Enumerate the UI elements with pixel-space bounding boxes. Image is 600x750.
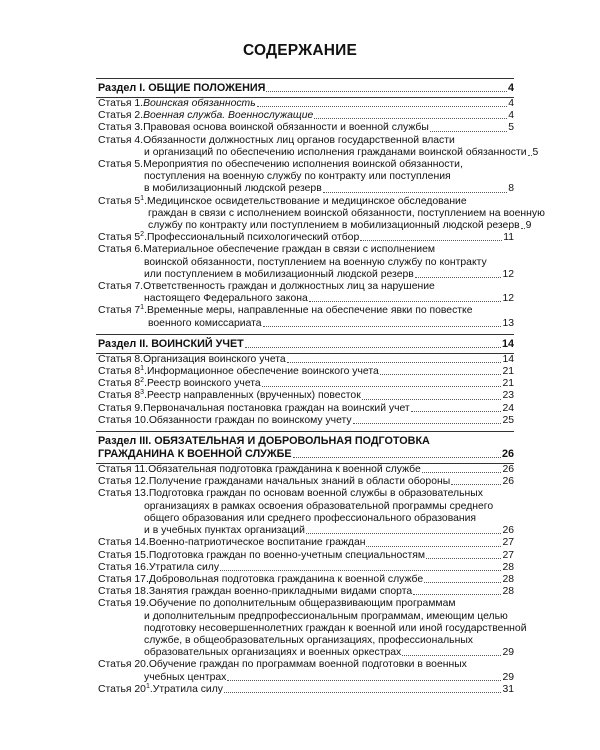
article-number bbox=[98, 476, 149, 488]
section-title: Раздел II. ВОИНСКИЙ УЧЕТ bbox=[98, 337, 244, 350]
toc-entry[interactable] bbox=[96, 390, 514, 402]
article-label: Статья 9. bbox=[98, 402, 144, 414]
toc-entry-line bbox=[98, 403, 514, 415]
article-title: Утратила силу bbox=[148, 561, 220, 573]
article-title: Военно-патриотическое воспитание граждан bbox=[148, 537, 366, 549]
dot-leader bbox=[528, 155, 532, 156]
article-number bbox=[98, 403, 143, 415]
toc-entry[interactable] bbox=[96, 281, 514, 305]
toc-entry-line bbox=[98, 220, 532, 232]
page-number: 11 bbox=[503, 232, 514, 244]
article-number bbox=[98, 659, 149, 671]
dot-leader bbox=[380, 374, 502, 375]
page-number: 26 bbox=[502, 525, 514, 537]
toc-entry-line bbox=[98, 305, 514, 317]
toc-entry-line bbox=[98, 159, 514, 171]
article-label: Статья 7. bbox=[98, 281, 144, 293]
article-title: Организация воинского учета bbox=[143, 353, 286, 365]
toc-entry[interactable] bbox=[96, 476, 514, 488]
page-number: 31 bbox=[502, 683, 514, 695]
article-label: Статья 10. bbox=[98, 414, 149, 426]
dot-leader bbox=[424, 582, 501, 583]
toc-entry[interactable] bbox=[96, 562, 514, 574]
article-number bbox=[98, 415, 149, 427]
dot-leader bbox=[224, 692, 501, 693]
article-title: Обязанности должностных лиц органов государственной власти bbox=[143, 134, 455, 146]
article-title: Ответственность граждан и должностных лиц за нарушение bbox=[143, 281, 435, 293]
article-separator: . bbox=[144, 366, 147, 378]
article-label: Статья 5 bbox=[98, 195, 141, 207]
article-title: настоящего Федерального закона bbox=[144, 293, 308, 305]
dot-leader bbox=[266, 91, 507, 92]
page-number: 26 bbox=[501, 448, 514, 461]
toc-entry-line bbox=[98, 611, 514, 623]
article-label: Статья 20 bbox=[98, 683, 146, 695]
toc-entry[interactable] bbox=[96, 659, 514, 683]
toc-entry[interactable] bbox=[96, 194, 545, 233]
article-title: Занятия граждан военно-прикладными видами спорта bbox=[148, 586, 413, 598]
toc-entry-line bbox=[98, 501, 514, 513]
toc-entry-line bbox=[98, 598, 514, 610]
article-title: Обучение граждан по программам военной подготовки в военных bbox=[148, 659, 467, 671]
dot-leader bbox=[411, 411, 502, 412]
article-title: Военная служба. Военнослужащие bbox=[143, 110, 314, 122]
dot-leader bbox=[306, 533, 502, 534]
dot-leader bbox=[430, 131, 507, 132]
article-label: Статья 13. bbox=[98, 488, 149, 500]
toc-entry-line bbox=[98, 196, 514, 208]
article-separator: . bbox=[144, 390, 147, 402]
article-label: Статья 12. bbox=[98, 476, 149, 488]
dot-leader bbox=[360, 240, 502, 241]
article-title: учебных центрах bbox=[144, 671, 227, 683]
article-superscript: 1 bbox=[140, 194, 145, 202]
article-label: Статья 4. bbox=[98, 134, 144, 146]
article-title: Материальное обеспечение граждан в связи с исполнением bbox=[143, 244, 436, 256]
page-number: 12 bbox=[502, 293, 514, 305]
article-title: организациях в рамках освоения образовательной программы среднего bbox=[144, 500, 494, 512]
article-number bbox=[98, 684, 153, 696]
page-number: 27 bbox=[502, 537, 514, 549]
article-title: Реестр направленных (врученных) повесток bbox=[146, 390, 361, 402]
article-title: Информационное обеспечение воинского учета bbox=[146, 366, 379, 378]
article-title: Подготовка граждан по основам военной службы в образовательных bbox=[148, 488, 483, 500]
section-title: Раздел III. ОБЯЗАТЕЛЬНАЯ И ДОБРОВОЛЬНАЯ ПОДГОТОВКА bbox=[98, 435, 430, 448]
page-number: 4 bbox=[508, 98, 514, 109]
article-label: Статья 5. bbox=[98, 159, 144, 171]
toc-entry[interactable] bbox=[96, 122, 514, 134]
section-heading-line bbox=[96, 432, 514, 448]
toc-entry[interactable] bbox=[96, 98, 514, 110]
page-number: 28 bbox=[502, 561, 514, 573]
article-number bbox=[98, 598, 149, 610]
page-number: 9 bbox=[525, 220, 532, 232]
dot-leader bbox=[451, 484, 501, 485]
article-number bbox=[98, 488, 149, 500]
toc-entry-line bbox=[98, 232, 514, 244]
toc-entry[interactable] bbox=[96, 464, 514, 476]
article-separator: . bbox=[149, 683, 153, 695]
toc-entry-line bbox=[98, 415, 514, 427]
article-title: или поступлением в мобилизационный людской резерв bbox=[144, 268, 414, 280]
article-title: Добровольная подготовка гражданина к военной службе bbox=[148, 573, 424, 585]
page-number: 25 bbox=[502, 414, 514, 426]
dot-leader bbox=[245, 347, 501, 348]
page-number: 23 bbox=[502, 390, 514, 402]
page-number: 4 bbox=[508, 110, 514, 122]
article-label: Статья 3. bbox=[98, 122, 144, 134]
page-number: 24 bbox=[502, 402, 514, 414]
article-superscript: 2 bbox=[140, 377, 145, 385]
article-label: Статья 14. bbox=[98, 537, 149, 549]
toc-entry[interactable] bbox=[96, 537, 514, 549]
toc-entry-line bbox=[98, 269, 514, 281]
article-separator: . bbox=[144, 305, 147, 317]
article-title: службе, в общеобразовательных организациях, профессиональных bbox=[144, 634, 473, 646]
toc-entry-line bbox=[98, 390, 514, 402]
toc-entry-line bbox=[98, 244, 514, 256]
page-number: 8 bbox=[508, 183, 514, 195]
article-number bbox=[98, 586, 149, 598]
toc-entry-line bbox=[98, 562, 514, 574]
toc-entry[interactable] bbox=[96, 574, 514, 586]
article-number bbox=[98, 110, 143, 122]
dot-leader bbox=[353, 423, 502, 424]
article-title: Получение гражданами начальных знаний в области обороны bbox=[148, 476, 451, 488]
article-number bbox=[98, 390, 147, 402]
article-label: Статья 5 bbox=[98, 232, 141, 244]
dot-leader bbox=[415, 277, 502, 278]
toc-entry-line bbox=[98, 183, 514, 195]
toc-entry[interactable] bbox=[96, 415, 514, 427]
article-number bbox=[98, 122, 143, 134]
article-superscript: 3 bbox=[140, 389, 145, 397]
dot-leader bbox=[402, 655, 501, 656]
toc-entry-line bbox=[98, 672, 514, 684]
toc-entry-line bbox=[98, 281, 514, 293]
article-title: Реестр воинского учета bbox=[146, 378, 261, 390]
article-number bbox=[98, 354, 143, 366]
page-title: СОДЕРЖАНИЕ bbox=[242, 42, 358, 59]
article-label: Статья 8. bbox=[98, 353, 144, 365]
article-title: Профессиональный психологический отбор bbox=[146, 232, 360, 244]
article-number bbox=[98, 464, 148, 476]
page-number: 14 bbox=[501, 337, 514, 350]
article-number bbox=[98, 135, 143, 147]
toc-entry-line bbox=[98, 293, 514, 305]
article-title: воинской обязанности, поступлением на военную службу по контракту bbox=[144, 256, 487, 268]
page-number: 29 bbox=[502, 671, 514, 683]
page-number: 26 bbox=[502, 464, 514, 476]
toc-entry[interactable] bbox=[96, 598, 527, 659]
toc-entry-line bbox=[98, 537, 514, 549]
article-title: и дополнительным предпрофессиональным программам, имеющим целью bbox=[144, 610, 508, 622]
page-number: 12 bbox=[502, 268, 514, 280]
article-number bbox=[98, 159, 143, 171]
article-label: Статья 19. bbox=[98, 598, 149, 610]
article-title: Правовая основа воинской обязанности и военной службы bbox=[143, 122, 429, 134]
article-label: Статья 15. bbox=[98, 549, 149, 561]
article-title: Первоначальная постановка граждан на воинский учет bbox=[143, 402, 410, 414]
dot-leader bbox=[227, 680, 501, 681]
section-heading[interactable] bbox=[96, 431, 514, 464]
article-separator: . bbox=[144, 195, 147, 207]
article-label: Статья 8 bbox=[98, 390, 141, 402]
dot-leader bbox=[262, 386, 502, 387]
page-number: 5 bbox=[508, 122, 514, 134]
dot-leader bbox=[220, 570, 501, 571]
article-label: Статья 11. bbox=[98, 464, 149, 476]
section-heading-line bbox=[96, 335, 514, 353]
toc-entry[interactable] bbox=[96, 354, 514, 366]
section-heading-line bbox=[96, 79, 514, 97]
article-title: Мероприятия по обеспечению исполнения воинской обязанности, bbox=[143, 159, 463, 171]
article-title: Утратила силу bbox=[152, 683, 223, 695]
toc-entry-line bbox=[98, 488, 514, 500]
dot-leader bbox=[257, 106, 508, 107]
article-separator: . bbox=[144, 378, 147, 390]
page-number: 21 bbox=[502, 366, 514, 378]
article-superscript: 1 bbox=[140, 304, 145, 312]
page-number: 28 bbox=[502, 573, 514, 585]
article-label: Статья 6. bbox=[98, 244, 144, 256]
article-title: Временные меры, направленные на обеспечение явки по повестке bbox=[146, 305, 473, 317]
article-separator: . bbox=[144, 232, 147, 244]
toc-entry-line bbox=[98, 513, 514, 525]
dot-leader bbox=[362, 399, 502, 400]
toc-entry[interactable] bbox=[96, 403, 514, 415]
toc-entry-line bbox=[98, 354, 514, 366]
dot-leader bbox=[426, 558, 501, 559]
article-title: и организаций по обеспечению исполнения гражданами воинской обязанности bbox=[144, 146, 527, 158]
article-superscript: 2 bbox=[140, 231, 145, 239]
dot-leader bbox=[366, 546, 501, 547]
toc-entry-line bbox=[98, 318, 514, 330]
article-number bbox=[98, 562, 149, 574]
article-number bbox=[98, 281, 143, 293]
toc-entry[interactable] bbox=[96, 378, 514, 390]
toc-entry-line bbox=[98, 635, 514, 647]
toc-entry-line bbox=[98, 647, 514, 659]
article-superscript: 1 bbox=[140, 365, 145, 373]
article-label: Статья 1. bbox=[98, 98, 144, 109]
toc-entry-line bbox=[98, 622, 527, 635]
toc-entry[interactable] bbox=[96, 550, 514, 562]
article-title: в мобилизационный людской резерв bbox=[144, 183, 322, 195]
page-number: 28 bbox=[502, 586, 514, 598]
dot-leader bbox=[309, 301, 502, 302]
dot-leader bbox=[287, 362, 502, 363]
toc-entry-line bbox=[98, 146, 539, 159]
article-title: и в учебных пунктах организаций bbox=[144, 525, 305, 537]
toc-entry[interactable] bbox=[96, 684, 514, 696]
toc-entry[interactable] bbox=[96, 232, 514, 244]
toc-entry[interactable] bbox=[96, 305, 514, 329]
article-number bbox=[98, 98, 143, 110]
article-label: Статья 7 bbox=[98, 305, 141, 317]
article-label: Статья 17. bbox=[98, 573, 149, 585]
article-title: военного комиссариата bbox=[148, 317, 262, 329]
toc-entry-line bbox=[98, 135, 514, 147]
toc-entry-line bbox=[98, 550, 514, 562]
dot-leader bbox=[323, 192, 507, 193]
dot-leader bbox=[422, 472, 502, 473]
toc-entry-line bbox=[98, 659, 514, 671]
toc-entry[interactable] bbox=[96, 110, 514, 122]
toc-entry-line bbox=[98, 684, 514, 696]
toc-entry-line bbox=[98, 586, 514, 598]
article-title: Подготовка граждан по военно-учетным специальностям bbox=[148, 549, 426, 561]
page-number: 21 bbox=[502, 378, 514, 390]
toc-entry[interactable] bbox=[96, 134, 539, 159]
dot-leader bbox=[293, 457, 501, 458]
article-title: Обучение по дополнительным общеразвивающим программам bbox=[148, 598, 456, 610]
section-title: Раздел I. ОБЩИЕ ПОЛОЖЕНИЯ bbox=[98, 82, 266, 94]
article-number bbox=[98, 305, 147, 317]
article-number bbox=[98, 196, 147, 208]
toc-entry-line bbox=[98, 171, 514, 183]
toc-entry-line bbox=[98, 574, 514, 586]
dot-leader bbox=[521, 228, 525, 229]
article-number bbox=[98, 244, 143, 256]
article-title: Обязательная подготовка гражданина к военной службе bbox=[148, 464, 421, 476]
table-of-contents bbox=[96, 78, 545, 696]
section-heading[interactable] bbox=[96, 78, 514, 98]
page-number: 29 bbox=[502, 647, 514, 659]
section-heading-line bbox=[96, 448, 514, 463]
article-label: Статья 8 bbox=[98, 378, 141, 390]
article-title: Обязанности граждан по воинскому учету bbox=[148, 414, 352, 426]
article-title: службу по контракту или поступлением в мобилизационный людской резерв bbox=[148, 220, 520, 232]
article-label: Статья 16. bbox=[98, 561, 149, 573]
article-title: поступления на военную службу по контракту или поступления bbox=[144, 171, 451, 183]
article-number bbox=[98, 574, 149, 586]
toc-entry[interactable] bbox=[96, 586, 514, 598]
article-label: Статья 18. bbox=[98, 586, 149, 598]
page-number: 14 bbox=[502, 353, 514, 365]
toc-entry-line bbox=[98, 122, 514, 134]
article-title: Медицинское освидетельствование и медицинское обследование bbox=[146, 195, 467, 207]
toc-entry-line bbox=[98, 525, 514, 537]
toc-entry[interactable] bbox=[96, 366, 514, 378]
dot-leader bbox=[314, 118, 507, 119]
toc-entry-line bbox=[98, 476, 514, 488]
article-label: Статья 2. bbox=[98, 110, 144, 122]
section-title: ГРАЖДАНИНА К ВОЕННОЙ СЛУЖБЕ bbox=[98, 448, 292, 461]
article-superscript: 1 bbox=[145, 682, 150, 690]
article-title: образовательных организациях и военных оркестрах bbox=[144, 647, 402, 659]
toc-entry[interactable] bbox=[96, 488, 514, 537]
page-number: 4 bbox=[507, 82, 514, 94]
article-label: Статья 20. bbox=[98, 659, 149, 671]
page-number: 13 bbox=[502, 317, 514, 329]
article-title: общего образования или среднего профессионального образования bbox=[144, 512, 477, 524]
toc-entry-line bbox=[98, 257, 514, 269]
article-title: Воинская обязанность bbox=[143, 98, 256, 109]
article-title: граждан в связи с исполнением воинской обязанности, поступлением на военную bbox=[148, 207, 545, 219]
page-number: 27 bbox=[502, 549, 514, 561]
page-number: 26 bbox=[502, 476, 514, 488]
article-number bbox=[98, 550, 149, 562]
toc-entry-line bbox=[98, 110, 514, 122]
dot-leader bbox=[263, 326, 502, 327]
section-heading[interactable] bbox=[96, 334, 514, 354]
toc-entry-line bbox=[98, 378, 514, 390]
article-label: Статья 8 bbox=[98, 366, 141, 378]
toc-entry-line bbox=[98, 98, 514, 110]
dot-leader bbox=[413, 594, 501, 595]
article-number bbox=[98, 537, 149, 549]
toc-entry-line bbox=[98, 366, 514, 378]
page-number: 5 bbox=[532, 146, 539, 158]
toc-entry-line bbox=[98, 207, 545, 220]
toc-entry-line bbox=[98, 464, 514, 476]
toc-entry[interactable] bbox=[96, 244, 514, 281]
toc-entry[interactable] bbox=[96, 159, 514, 196]
article-title: подготовку несовершеннолетних граждан к военной или иной государственной bbox=[144, 622, 527, 634]
article-number bbox=[98, 232, 147, 244]
